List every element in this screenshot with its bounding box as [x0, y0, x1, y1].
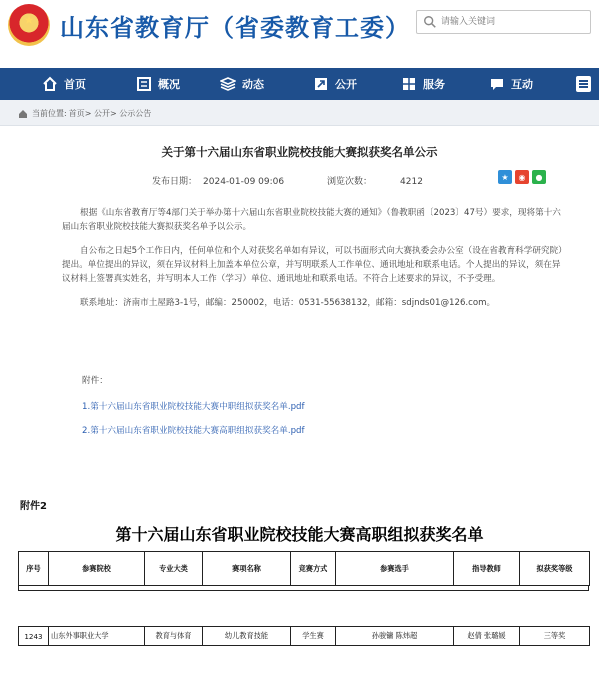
site-header: [0, 0, 599, 68]
star-icon: ★: [23, 13, 35, 27]
favorite-icon[interactable]: ★: [498, 170, 512, 184]
book-icon: [136, 76, 152, 92]
attachments-label: 附件：: [82, 376, 108, 386]
nav-item-open[interactable]: [313, 68, 357, 100]
grid-icon: [401, 76, 417, 92]
table-cell: 孙骏镛 陈炜超: [336, 627, 454, 646]
breadcrumb-path[interactable]: 首页> 公开> 公示公告: [68, 109, 152, 118]
appendix-title: 第十六届山东省职业院校技能大赛高职组拟获奖名单: [115, 525, 484, 544]
table-cell: 学生赛: [291, 627, 336, 646]
breadcrumb: [18, 108, 151, 119]
table-divider: [18, 585, 589, 591]
menu-icon[interactable]: [576, 76, 591, 92]
column-header: 专业大类: [145, 552, 203, 586]
column-header: 拟获奖等级: [520, 552, 590, 586]
publish-label: 发布日期：: [152, 177, 198, 187]
article-paragraph: 联系地址：济南市土屋路3-1号，邮编：250002，电话：0531-55638132，邮箱：sdjnds01@126.com。: [80, 298, 496, 308]
search-box[interactable]: [416, 10, 591, 34]
nav-label-news: 动态: [242, 78, 264, 91]
nav-label-overview: 概况: [158, 78, 180, 91]
attachment-link[interactable]: 2.第十六届山东省职业院校技能大赛高职组拟获奖名单.pdf: [82, 426, 305, 436]
search-input[interactable]: [441, 13, 586, 31]
chat-icon: [489, 76, 505, 92]
nav-item-overview[interactable]: [136, 68, 180, 100]
home-icon: [42, 76, 58, 92]
article-meta: [152, 174, 429, 187]
column-header: 参赛院校: [49, 552, 145, 586]
table-row: [19, 627, 590, 646]
column-header: 赛项名称: [203, 552, 291, 586]
table-cell: 幼儿教育技能: [203, 627, 291, 646]
nav-item-home[interactable]: [42, 68, 86, 100]
column-header: 参赛选手: [336, 552, 454, 586]
table-cell: 1243: [19, 627, 49, 646]
wechat-icon[interactable]: ●: [532, 170, 546, 184]
column-header: 序号: [19, 552, 49, 586]
column-header: 竞赛方式: [291, 552, 336, 586]
location-icon: [18, 109, 28, 119]
table-cell: 三等奖: [520, 627, 590, 646]
layers-icon: [220, 76, 236, 92]
table-cell: 山东外事职业大学: [49, 627, 145, 646]
share-buttons: [498, 170, 546, 184]
site-title[interactable]: 山东省教育厅（省委教育工委）: [60, 14, 410, 42]
views-count: 4212: [400, 177, 423, 187]
breadcrumb-bar: [0, 100, 599, 126]
nav-item-news[interactable]: [220, 68, 264, 100]
appendix-label: 附件2: [20, 501, 47, 512]
nav-label-interact: 互动: [511, 78, 533, 91]
search-icon[interactable]: [423, 15, 437, 29]
column-header: 指导教师: [454, 552, 520, 586]
award-table-body: [18, 626, 590, 646]
nav-label-service: 服务: [423, 78, 445, 91]
table-cell: 赵倩 张璐媛: [454, 627, 520, 646]
views-label: 浏览次数：: [327, 177, 373, 187]
attachment-link[interactable]: 1.第十六届山东省职业院校技能大赛中职组拟获奖名单.pdf: [82, 402, 305, 412]
publish-date: 2024-01-09 09:06: [203, 177, 285, 187]
share-icon: [313, 76, 329, 92]
nav-item-interact[interactable]: [489, 68, 533, 100]
breadcrumb-label: 当前位置:: [32, 109, 67, 118]
article-paragraph: 自公布之日起5个工作日内，任何单位和个人对获奖名单如有异议，可以书面形式向大赛执委会办公室（设在省教育科学研究院）提出。单位提出的异议，须在异议材料上加盖本单位公章，并写明联系人工作单位、通讯地址和联系电话。个人提出的异议，须在异议材料上签署真实姓名，并写明本人工作（学习）单位、通讯地址和联系电话。不符合上述要求的异议，不予受理。: [62, 246, 567, 284]
nav-label-open: 公开: [335, 78, 357, 91]
national-emblem-icon: [8, 4, 50, 46]
article-paragraph: 根据《山东省教育厅等4部门关于举办第十六届山东省职业院校技能大赛的通知》（鲁教职函〔2023〕47号）要求，现将第十六届山东省职业院校技能大赛拟获奖名单予以公示。: [62, 208, 561, 232]
award-table-header: [18, 551, 590, 586]
main-nav: [0, 68, 599, 100]
weibo-icon[interactable]: ◉: [515, 170, 529, 184]
table-cell: 教育与体育: [145, 627, 203, 646]
nav-item-service[interactable]: [401, 68, 445, 100]
nav-label-home: 首页: [64, 78, 86, 91]
article-title: 关于第十六届山东省职业院校技能大赛拟获奖名单公示: [161, 145, 438, 159]
